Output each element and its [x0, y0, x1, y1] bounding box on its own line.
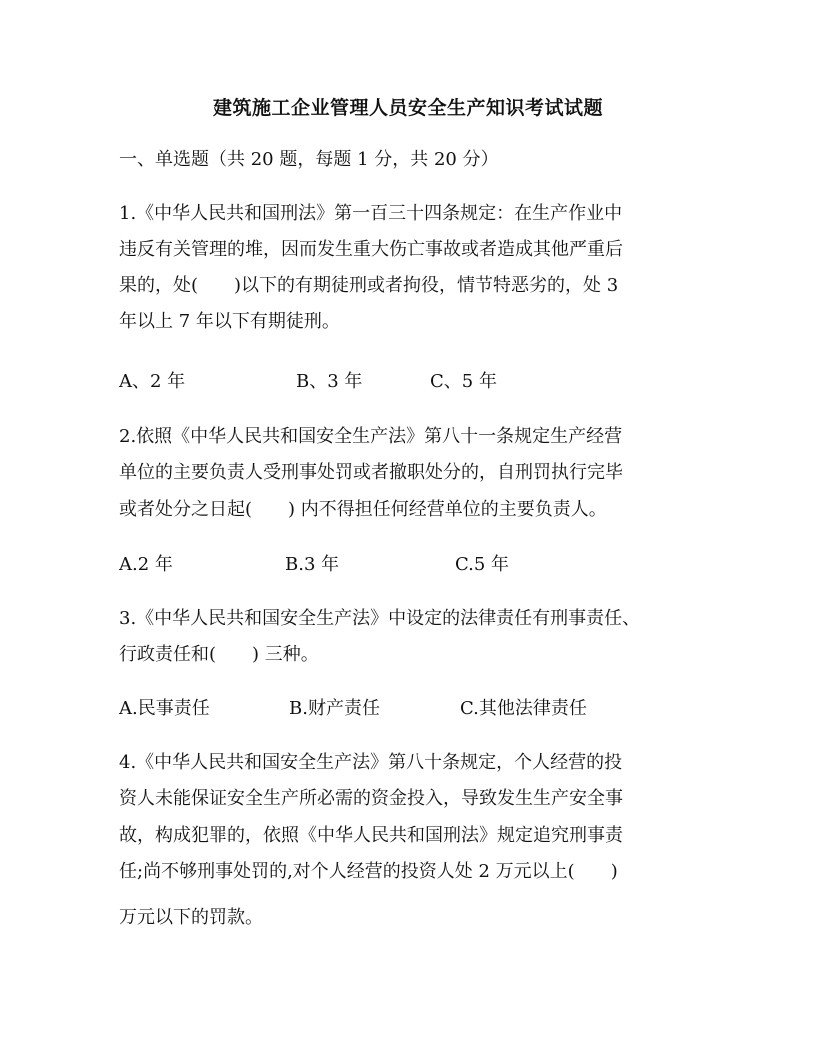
question-text-line: 单位的主要负责人受刑事处罚或者撤职处分的，自刑罚执行完毕: [119, 462, 623, 483]
option-c: C.5 年: [455, 554, 510, 575]
section-heading: 一、单选题（共 20 题，每题 1 分，共 20 分）: [119, 149, 499, 170]
option-b: B.3 年: [285, 554, 340, 575]
question-text-line: 1.《中华人民共和国刑法》第一百三十四条规定：在生产作业中: [119, 203, 623, 224]
option-b: B.财产责任: [289, 698, 380, 719]
option-b: B、3 年: [296, 371, 363, 392]
question-text-line: 违反有关管理的堆，因而发生重大伤亡事故或者造成其他严重后: [119, 239, 623, 260]
option-c: C、5 年: [430, 371, 497, 392]
option-a: A、2 年: [119, 371, 186, 392]
question-text-line: 或者处分之日起( ) 内不得担任何经营单位的主要负责人。: [119, 499, 607, 520]
question-text-line: 年以上 7 年以下有期徒刑。: [119, 311, 340, 332]
document-title: 建筑施工企业管理人员安全生产知识考试试题: [212, 97, 603, 119]
option-c: C.其他法律责任: [460, 698, 587, 719]
question-text-line: 4.《中华人民共和国安全生产法》第八十条规定，个人经营的投: [119, 752, 623, 773]
question-text-line: 3.《中华人民共和国安全生产法》中设定的法律责任有刑事责任、: [119, 608, 641, 629]
question-text-line: 行政责任和( ) 三种。: [119, 644, 319, 665]
question-text-line: 万元以下的罚款。: [119, 907, 263, 928]
option-a: A.2 年: [119, 554, 173, 575]
question-text-line: 资人未能保证安全生产所必需的资金投入，导致发生生产安全事: [119, 788, 623, 809]
question-text-line: 故，构成犯罪的，依照《中华人民共和国刑法》规定追究刑事责: [119, 825, 623, 846]
question-text-line: 任;尚不够刑事处罚的,对个人经营的投资人处 2 万元以上( ): [119, 861, 618, 882]
question-text-line: 果的，处( )以下的有期徒刑或者拘役，情节特恶劣的，处 3: [119, 275, 619, 296]
option-a: A.民事责任: [119, 698, 210, 719]
question-text-line: 2.依照《中华人民共和国安全生产法》第八十一条规定生产经营: [119, 426, 623, 447]
